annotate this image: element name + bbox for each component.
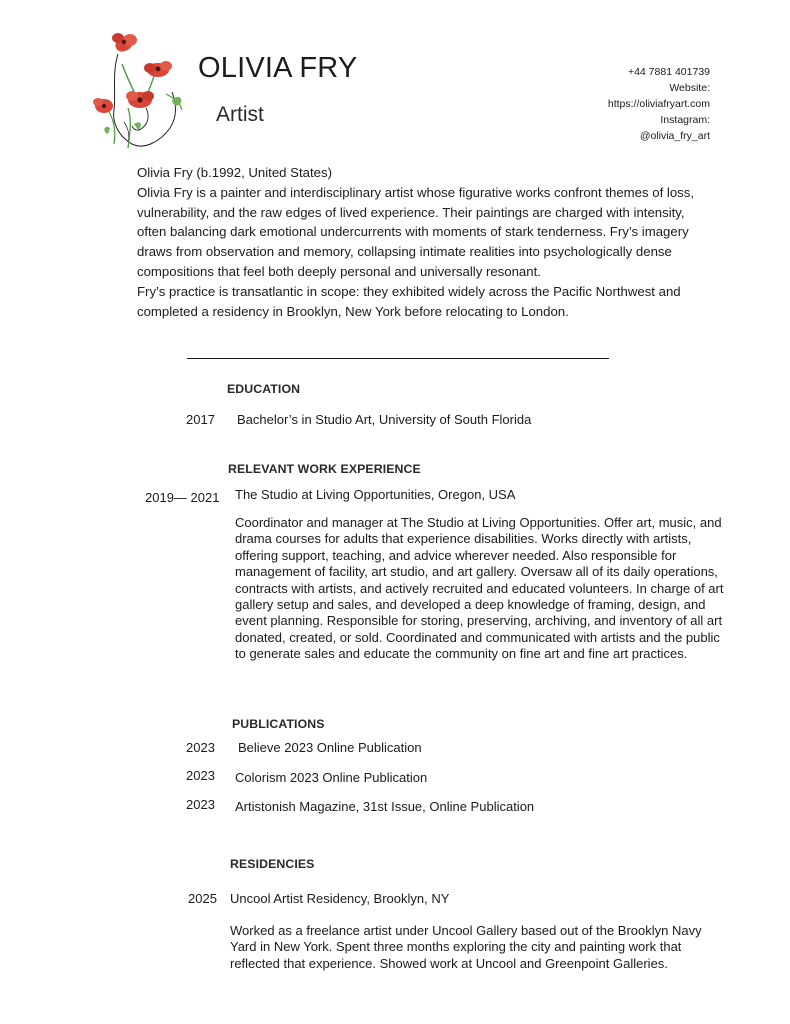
bio-intro: Olivia Fry (b.1992, United States) [137, 165, 332, 180]
residencies-heading: RESIDENCIES [230, 857, 315, 871]
contact-block [608, 64, 710, 144]
bio [137, 163, 707, 321]
experience-years: 2019— 2021 [145, 490, 220, 505]
experience-heading: RELEVANT WORK EXPERIENCE [228, 462, 421, 476]
publication-title: Believe 2023 Online Publication [238, 740, 422, 755]
publication-year: 2023 [186, 797, 215, 812]
residency-title: Uncool Artist Residency, Brooklyn, NY [230, 891, 450, 906]
publication-title: Colorism 2023 Online Publication [235, 770, 428, 785]
residency-year: 2025 [188, 891, 217, 906]
education-heading: EDUCATION [227, 382, 301, 396]
experience-title: The Studio at Living Opportunities, Oregon, USA [235, 487, 516, 502]
poppy-face-illustration [88, 24, 186, 152]
residency-description: Worked as a freelance artist under Uncool Gallery based out of the Brooklyn Navy Yard in New York. Spent three months exploring the city and painting work that reflected that experience. Showed work at Uncool and Greenpoint Galleries. [230, 923, 702, 971]
publication-year: 2023 [186, 740, 215, 755]
bio-paragraph: Fry’s practice is transatlantic in scope: they exhibited widely across the Pacific Northwest and completed a residency in Brooklyn, New York before relocating to London. [137, 283, 681, 319]
contact-website-link[interactable]: https://oliviafryart.com [607, 98, 710, 110]
divider [187, 358, 609, 359]
publication-title: Artistonish Magazine, 31st Issue, Online Publication [235, 799, 535, 814]
contact-instagram-label: Instagram: [660, 114, 710, 126]
artist-role: Artist [216, 103, 264, 126]
contact-phone[interactable]: +44 7881 401739 [627, 66, 710, 78]
contact-instagram-link[interactable]: @olivia_fry_art [639, 130, 710, 142]
publications-heading: PUBLICATIONS [232, 717, 325, 731]
bio-paragraph: Olivia Fry is a painter and interdisciplinary artist whose figurative works confront themes of loss, vulnerability, and the raw edges of lived experience. Their paintings are charged with intensity, often balancing dark emotional undercurrents with moments of stark tenderness. Fry’s imagery draws from observation and memory, collapsing intimate realities into psychologically dense compositions that feel both deeply personal and universally resonant. [137, 184, 695, 279]
experience-description: Coordinator and manager at The Studio at Living Opportunities. Offer art, music, and drama courses for adults that experience disabilities. Works directly with artists, offering support, teaching, and advice wherever needed. Also responsible for management of facility, art studio, and art gallery. Oversaw all of its daily operations, contracts with artists, and actively recruited and educated volunteers. In charge of art gallery setup and sales, and developed a deep knowledge of framing, design, and event planning. Responsible for storing, preserving, archiving, and inventory of all art donated, created, or sold. Coordinated and communicated with artists and the public to generate sales and educate the community on fine art and fine art practices. [235, 515, 724, 662]
education-degree: Bachelor’s in Studio Art, University of South Florida [237, 412, 532, 427]
publication-year: 2023 [186, 768, 215, 783]
artist-name: OLIVIA FRY [198, 52, 358, 84]
contact-website-label: Website: [669, 82, 710, 94]
education-year: 2017 [186, 412, 215, 427]
